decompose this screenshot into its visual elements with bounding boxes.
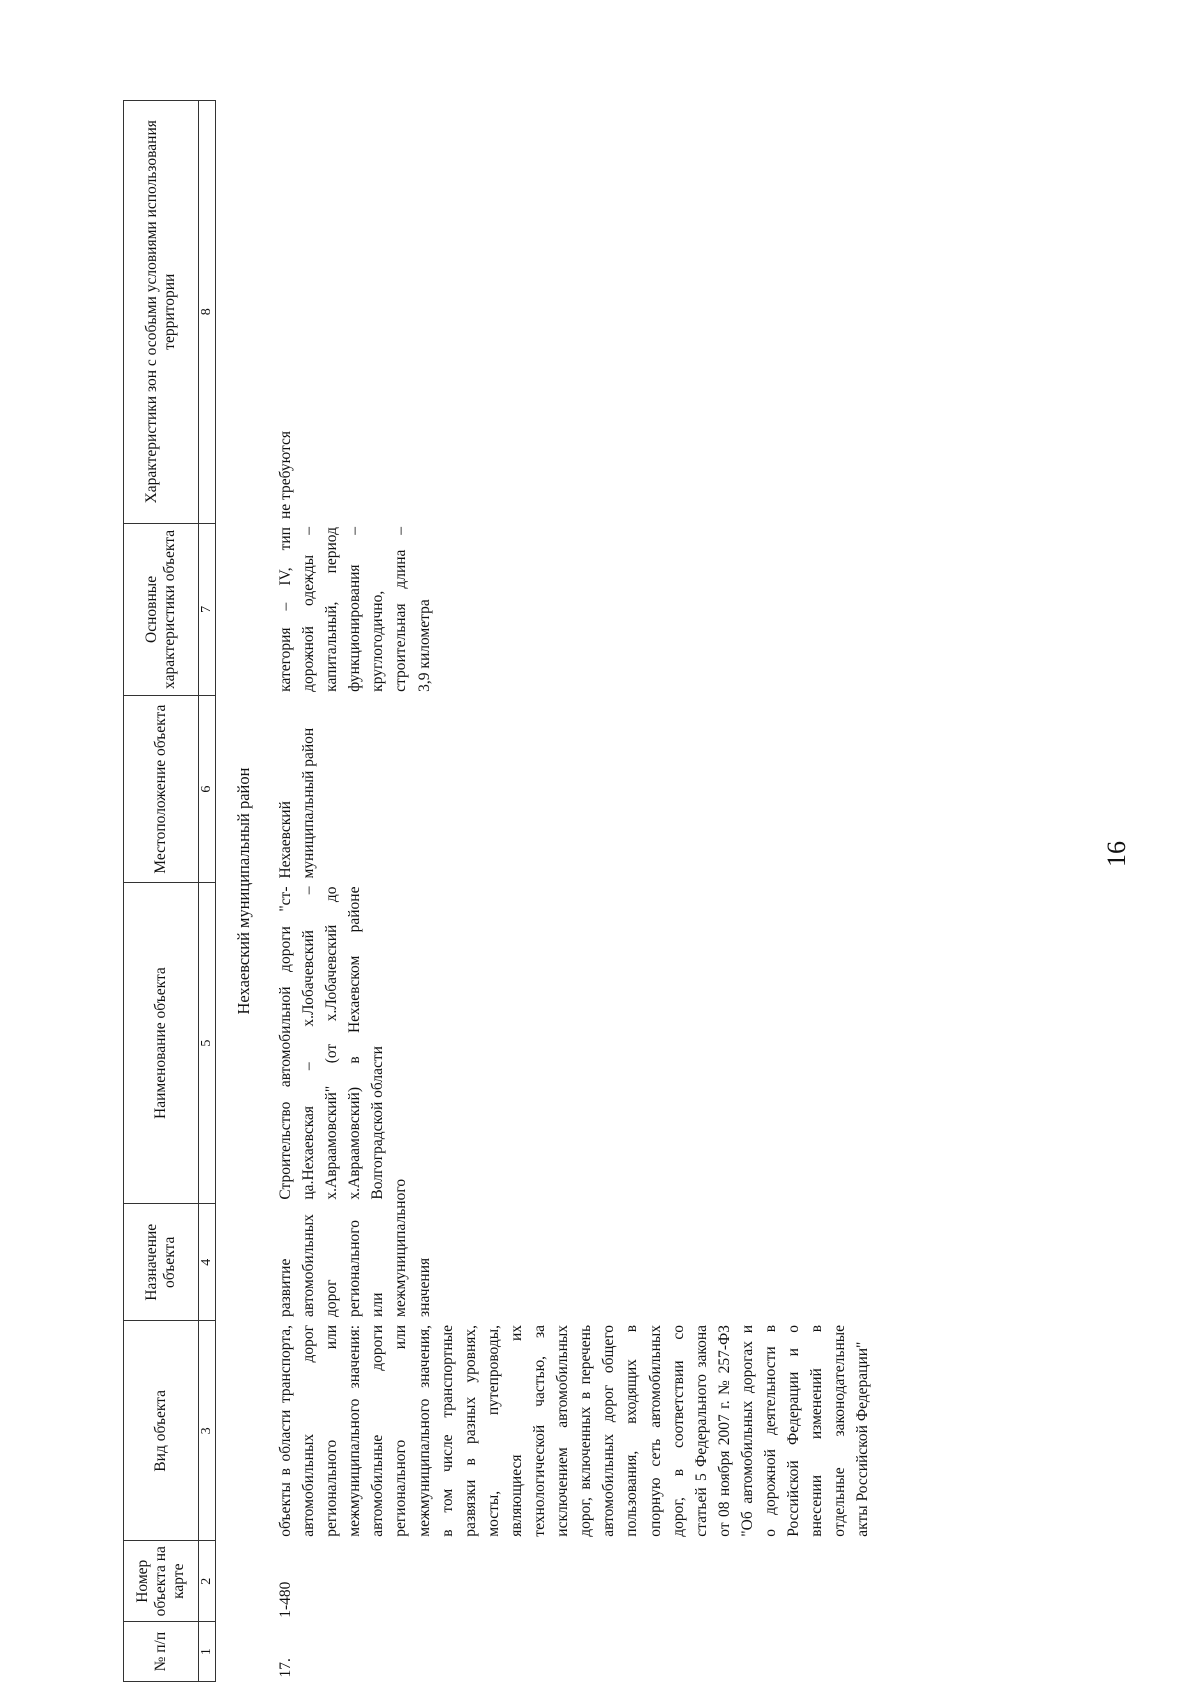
column-number: 6 [199, 696, 216, 883]
header-name: Наименование объекта [124, 883, 199, 1204]
row-zones: не требуются [277, 430, 294, 520]
header-characteristics: Основные характеристики объекта [124, 523, 199, 696]
column-number: 5 [199, 883, 216, 1204]
row-characteristics: категория – IV, тип дорожной одежды – капитальный, период функционирования – круглогодично, строительная длина – 3,9 километра [277, 527, 433, 692]
header-map-number: Номер объекта на карте [124, 1541, 199, 1622]
header-kind: Вид объекта [124, 1321, 199, 1541]
section-row [216, 101, 267, 1682]
column-number: 3 [199, 1321, 216, 1541]
column-number: 2 [199, 1541, 216, 1622]
column-number: 1 [199, 1622, 216, 1682]
header-location: Местоположение объекта [124, 696, 199, 883]
column-number: 7 [199, 523, 216, 696]
row-map-number: 1-480 [277, 1581, 294, 1618]
column-number: 8 [199, 101, 216, 524]
column-number-row [199, 101, 216, 1682]
header-purpose: Назначение объекта [124, 1204, 199, 1321]
table-row [266, 101, 876, 1682]
header-zones: Характеристики зон с особыми условиями использования территории [124, 101, 199, 524]
row-location: Нехаевский муниципальный район [277, 727, 318, 879]
column-number: 4 [199, 1204, 216, 1321]
objects-table [123, 100, 876, 1682]
row-kind: объекты в области транспорта, автомобильных дорог регионального или межмуниципального значения: автомобильные дороги регионального или межмуниципального значения, в том числе транспортные развязки в разных уровнях, мосты, путепроводы, являющиеся их технологической частью, за исключением автомобильных дорог, включенных в перечень автомобильных дорог общего пользования, входящих в опорную сеть автомобильных дорог, в соответствии со статьей 5 Федерального закона от 08 ноября 2007 г. № 257-ФЗ "Об автомобильных дорогах и о дорожной деятельности в Российской Федерации и о внесении изменений в отдельные законодательные акты Российской Федерации" [277, 1324, 872, 1537]
row-index: 17. [277, 1658, 294, 1678]
row-name: Строительство автомобильной дороги "ст-ца.Нехаевская – х.Лобачевский – х.Авраамовский" (от х.Лобачевский до х.Авраамовский) в Нехаевском районе Волгоградской области [277, 886, 387, 1200]
header-row [124, 101, 199, 1682]
section-title: Нехаевский муниципальный район [233, 767, 253, 1015]
page-number: 16 [1102, 841, 1131, 867]
row-purpose: развитие автомобильных дорог регионального или межмуниципального значения [277, 1178, 433, 1317]
header-index: № п/п [124, 1622, 199, 1682]
